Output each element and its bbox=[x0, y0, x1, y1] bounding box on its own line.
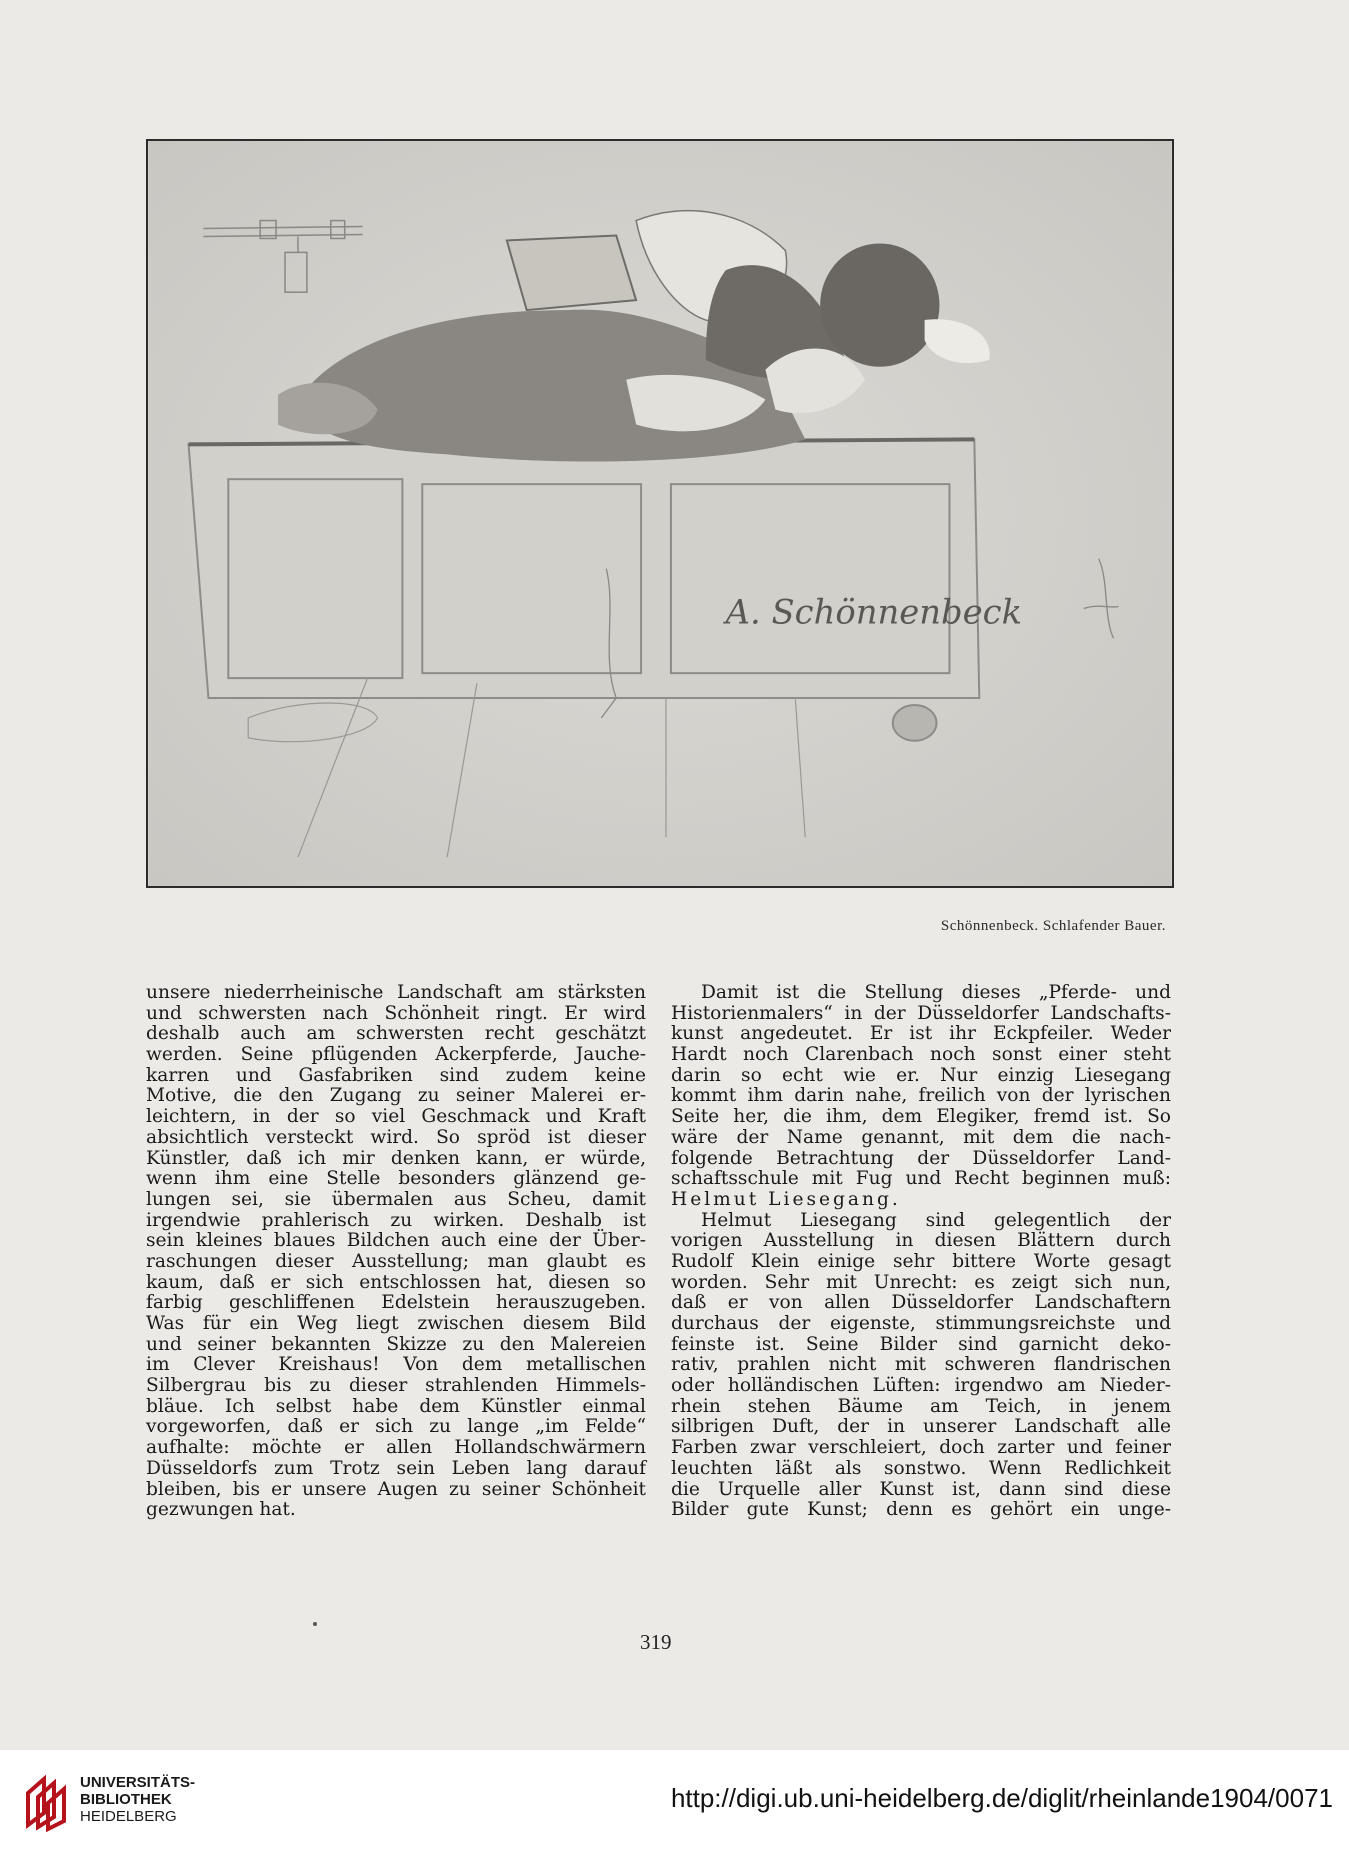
text-line: kommt ihm darin nahe, freilich von der lyrischen bbox=[671, 1085, 1171, 1107]
text-line: Historienmalers“ in der Düsseldorfer Landschafts- bbox=[671, 1002, 1171, 1024]
text-line: vorigen Ausstellung in diesen Blättern durch bbox=[671, 1230, 1171, 1252]
text-line: Hardt noch Clarenbach noch sonst einer steht bbox=[671, 1044, 1171, 1066]
university-library-logo-icon bbox=[20, 1773, 74, 1833]
text-line: deshalb auch am schwersten recht geschätzt bbox=[146, 1023, 646, 1045]
text-line: werden. Seine pflügenden Ackerpferde, Jauche- bbox=[146, 1044, 646, 1066]
text-line: feinste ist. Seine Bilder sind garnicht deko- bbox=[671, 1333, 1171, 1355]
text-line: bleiben, bis er unsere Augen zu seiner Schönheit bbox=[146, 1478, 646, 1500]
text-line: wenn ihm eine Stelle besonders glänzend ge- bbox=[146, 1168, 646, 1190]
text-line: schaftsschule mit Fug und Recht beginnen muß: bbox=[671, 1168, 1171, 1190]
text-line: irgendwie prahlerisch zu wirken. Deshalb ist bbox=[146, 1209, 646, 1231]
illustration-sleeping-farmer bbox=[146, 139, 1174, 888]
text-line: kunst angedeutet. Er ist ihr Eckpfeiler. Weder bbox=[671, 1023, 1171, 1045]
text-line: Seite her, die ihm, dem Elegiker, fremd ist. So bbox=[671, 1106, 1171, 1128]
text-line: bläue. Ich selbst habe dem Künstler einmal bbox=[146, 1395, 646, 1417]
text-line: und schwersten nach Schönheit ringt. Er wird bbox=[146, 1002, 646, 1024]
text-line: rativ, prahlen nicht mit schweren flandrischen bbox=[671, 1354, 1171, 1376]
text-line: worden. Sehr mit Unrecht: es zeigt sich nun, bbox=[671, 1271, 1171, 1293]
text-line: karren und Gasfabriken sind zudem keine bbox=[146, 1064, 646, 1086]
text-line: lungen sei, sie übermalen aus Scheu, damit bbox=[146, 1188, 646, 1210]
text-line: im Clever Kreishaus! Von dem metallischen bbox=[146, 1354, 646, 1376]
text-line: Motive, die den Zugang zu seiner Malerei er- bbox=[146, 1085, 646, 1107]
sketch-drawing bbox=[148, 141, 1172, 886]
library-name bbox=[80, 1774, 195, 1825]
text-line: die Urquelle aller Kunst ist, dann sind diese bbox=[671, 1478, 1171, 1500]
text-line: leuchten läßt als sonstwo. Wenn Redlichkeit bbox=[671, 1457, 1171, 1479]
text-line: Damit ist die Stellung dieses „Pferde- und bbox=[701, 982, 1171, 1003]
text-line: Rudolf Klein einige sehr bittere Worte gesagt bbox=[671, 1250, 1171, 1272]
page-number: 319 bbox=[640, 1630, 672, 1654]
text-line: sein kleines blaues Bildchen auch eine der Über- bbox=[146, 1230, 646, 1252]
text-line: Farben zwar verschleiert, doch zarter und feiner bbox=[671, 1437, 1171, 1459]
text-line: Silbergrau bis zu dieser strahlenden Himmels- bbox=[146, 1375, 646, 1397]
text-line: farbig geschliffenen Edelstein herauszugeben. bbox=[146, 1292, 646, 1314]
text-line: rhein stehen Bäume am Teich, in jenem bbox=[671, 1395, 1171, 1417]
text-line: aufhalte: möchte er allen Hollandschwärmern bbox=[146, 1437, 646, 1459]
text-line: daß er von allen Düsseldorfer Landschaftern bbox=[671, 1292, 1171, 1314]
text-line: raschungen dieser Ausstellung; man glaubt es bbox=[146, 1250, 646, 1272]
text-line: silbrigen Duft, der in unserer Landschaft alle bbox=[671, 1416, 1171, 1438]
text-line: durchaus der eigenste, stimmungsreichste und bbox=[671, 1313, 1171, 1334]
text-line: unsere niederrheinische Landschaft am stärksten bbox=[146, 982, 646, 1003]
text-line: und seiner bekannten Skizze zu den Malereien bbox=[146, 1333, 646, 1355]
text-line: Künstler, daß ich mir denken kann, er würde, bbox=[146, 1147, 646, 1169]
text-line: folgende Betrachtung der Düsseldorfer Land- bbox=[671, 1147, 1171, 1169]
library-footer bbox=[0, 1750, 1349, 1852]
text-line: absichtlich versteckt wird. So spröd ist dieser bbox=[146, 1126, 646, 1148]
text-line: darin so echt wie er. Nur einzig Liesegang bbox=[671, 1064, 1171, 1086]
wooden-chest bbox=[189, 439, 980, 740]
text-line: gezwungen hat. bbox=[146, 1499, 296, 1521]
text-column-left bbox=[146, 983, 646, 1521]
source-url-link[interactable]: http://digi.ub.uni-heidelberg.de/diglit/rheinlande1904/0071 bbox=[670, 1783, 1333, 1813]
image-caption: Schönnenbeck. Schlafender Bauer. bbox=[940, 918, 1166, 934]
text-column-right bbox=[671, 983, 1171, 1521]
text-line: Helmut Liesegang sind gelegentlich der bbox=[701, 1209, 1171, 1231]
text-line: Was für ein Weg liegt zwischen diesem Bild bbox=[146, 1313, 646, 1334]
text-line: vorgeworfen, daß er sich zu lange „im Felde“ bbox=[146, 1416, 646, 1438]
text-line: kaum, daß er sich entschlossen hat, diesen so bbox=[146, 1271, 646, 1293]
text-line: wäre der Name genannt, mit dem die nach- bbox=[671, 1126, 1171, 1148]
print-speck bbox=[313, 1622, 317, 1626]
library-name-line1: UNIVERSITÄTS- bbox=[80, 1774, 196, 1791]
library-name-line3: HEIDELBERG bbox=[80, 1808, 177, 1825]
text-line: Bilder gute Kunst; denn es gehört ein unge- bbox=[671, 1499, 1171, 1521]
text-line: leichtern, in der so viel Geschmack und Kraft bbox=[146, 1106, 646, 1128]
text-line: Düsseldorfs zum Trotz sein Leben lang darauf bbox=[146, 1457, 646, 1479]
text-line: oder holländischen Lüften: irgendwo am Nieder- bbox=[671, 1375, 1171, 1397]
library-name-line2: BIBLIOTHEK bbox=[80, 1791, 172, 1808]
artist-signature: A. Schönnenbeck bbox=[725, 592, 1023, 632]
text-line: Helmut Liesegang. bbox=[671, 1188, 901, 1210]
